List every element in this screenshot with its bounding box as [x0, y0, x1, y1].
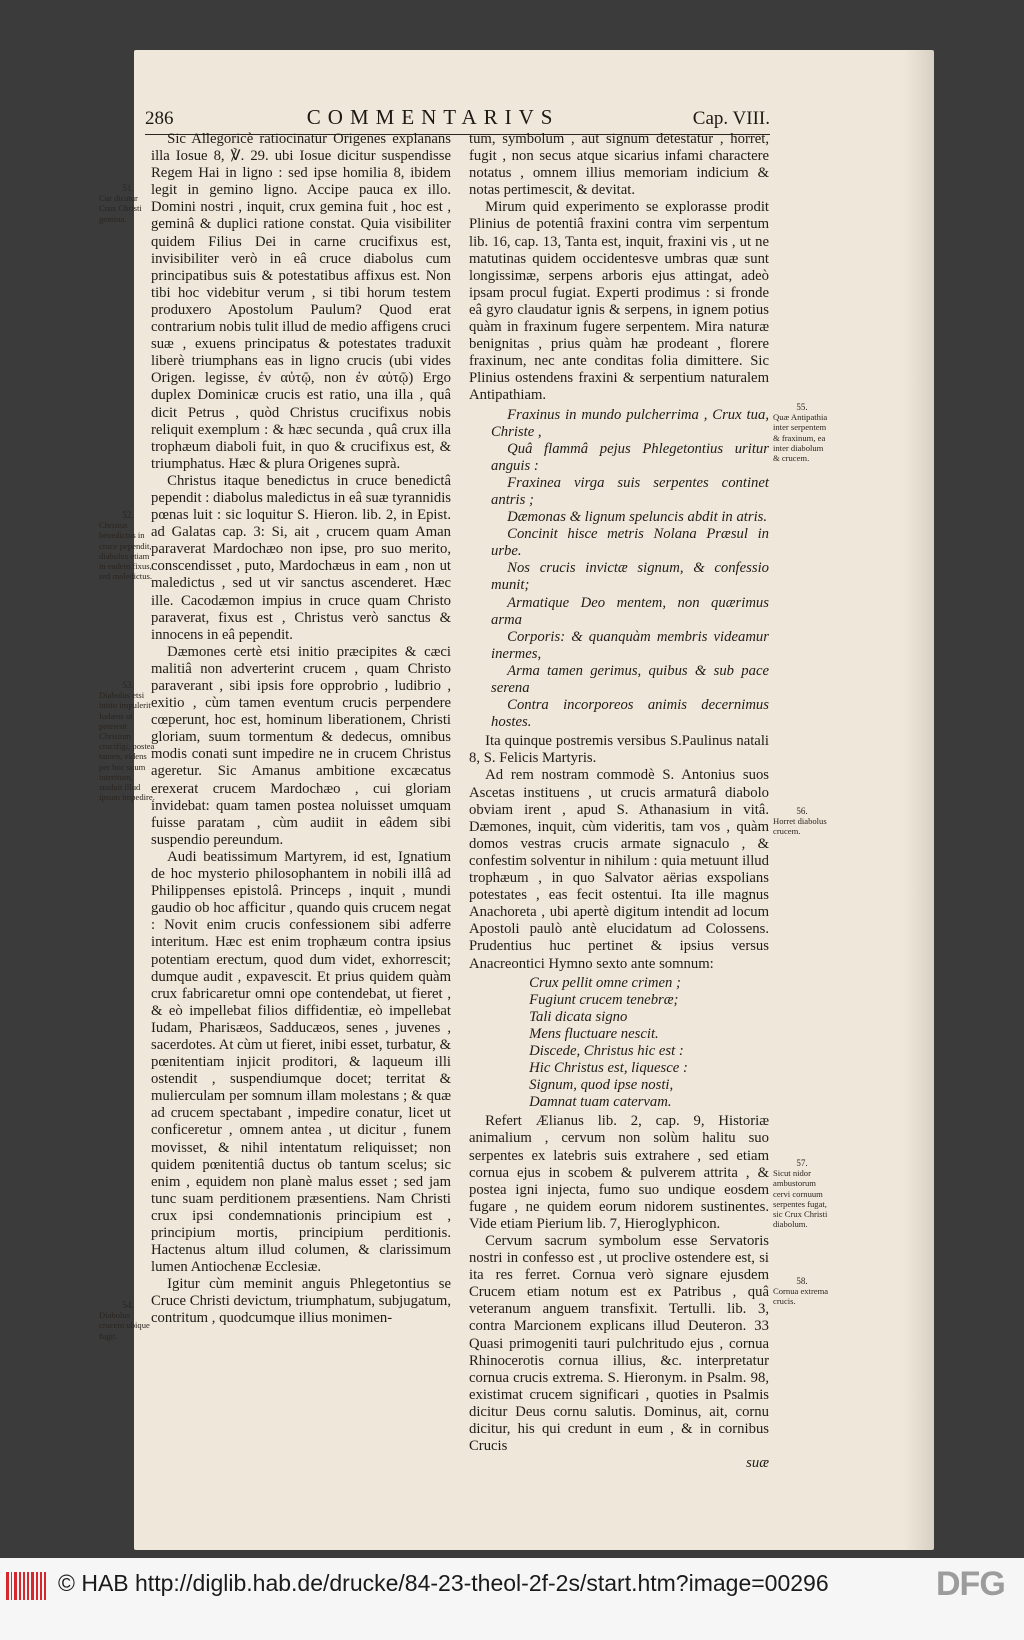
verse-line: Fugiunt crucem tenebræ;: [529, 991, 679, 1008]
verse-line: Hic Christus est, liquesce :: [529, 1060, 688, 1077]
paragraph: Cervum sacrum symbolum esse Servatoris nostri in confesso est , ut proclive ostendere est, si ita res ferret. Cornua verò signare ejusdem Crucem etiam notum est ex Patribus , quâ veteranum anguem transfixit. Tertulli. lib. 3, contra Marcionem explicans illud Deuteron. 33 Quasi primogeniti tauri pulchritudo ejus , cornua Rhinocerotis cornua illius, &c. interpretatur cornua crucis extrema. S. Hieronym. in Psalm. 98, existimat crucem significari , quoties in Psalmis dicitur Deus cornu salutis. Dominus, ait, cornu dicitur, his qui credunt in eum , & in cornibus Crucis: [469, 1233, 769, 1455]
paragraph: Mirum quid experimento se explorasse prodit Plinius de potentiâ fraxini contra vim serpentum lib. 16, cap. 13, Tanta est, inquit, fraxini vis , ut ne matutinas quidem occidentesve umbras quæ sunt longissimæ, serpens arboris ejus attingat, adeò ipsam procul fugiat. Experti prodimus : si fronde eâ gyro claudatur ignis & serpens, in ignem potius quàm in fraxinum fugere serpentem. Mira naturæ benignitas , prius quàm hæ prodeant , florere fraxinum, nec ante conditas folia dimittere. Sic Plinius ostendens fraxini & serpentium naturalem Antipathiam.: [469, 199, 769, 404]
verse-line: Quâ flammâ pejus Phlegetontius uritur anguis :: [491, 440, 769, 474]
margin-note-52: 52. Christus benedictus in cruce pependit, diabolus etiam in eadem fixus, sed maledictus.: [99, 510, 152, 582]
verse-line: Tali dicata signo: [529, 1008, 628, 1025]
verse-line: Crux pellit omne crimen ;: [529, 974, 681, 991]
margin-note-51: 51. Cur dicatur Crux Christi gemina.: [99, 183, 142, 224]
verse-line: Armatique Deo mentem, non quærimus arma: [491, 594, 769, 628]
verse-block-prudentius: [469, 975, 769, 1112]
verse-line: Dæmonas & lignum speluncis abdit in atris.: [507, 509, 768, 526]
margin-note-55: 55. Quæ Antipathia inter serpentem & fraxinum, ea inter diabolum & crucem.: [773, 402, 828, 464]
paragraph: Igitur cùm meminit anguis Phlegetontius se Cruce Christi devictum, triumphatum, subjugatum, contritum , quodcumque illius monimen-: [151, 1276, 451, 1327]
paragraph: Audi beatissimum Martyrem, id est, Ignatium de hoc mysterio philosophantem in nobili illâ ad Philippenses epistolâ. Princeps , inquit , mundi gaudio ob hoc afficitur , quando quis crucem negat : Novit enim crucis confessionem sibi adferre interitum. Hæc est enim trophæum contra ipsius potentiam erectum, quod dum videt, exhorrescit; dumque audit , expavescit. Et prius quidem quàm crux fabricaretur omni ope contendebat, ut fieret , & eò impellebat filios diffidentiæ, eò impellebat Iudam, Pharisæos, Sadducæos, senes , juvenes , sacerdotes. At cùm ut fieret, inibi esset, turbatur, & pœnitentiam injicit proditori, & laqueum illi ostendit , suspendiumque docet; territat & mulierculam per somnum illam molestans ; & quæ ad crucem spectabant , impedire conatur, licet ut conficeretur , omnem antea , ut dicitur , funem movisset, & nihil intentatum reliquisset; non quidem pœnitentiâ ductus ob tantum scelus; sic enim , equidem non planè malus esset ; sed jam tunc suam perditionem præsentiens. Nam Christi crux ipsi condemnationis principium est , principium mortis, principium perditionis. Hactenus altum illud columen, & clarissimum lumen Antiochenæ Ecclesiæ.: [151, 848, 451, 1276]
right-column: [469, 131, 769, 1472]
verse-block-paulinus: [469, 407, 769, 732]
hab-barcode-icon: [6, 1572, 46, 1600]
paragraph: Ita quinque postremis versibus S.Paulinus natali 8, S. Felicis Martyris.: [469, 733, 769, 767]
verse-line: Arma tamen gerimus, quibus & sub pace serena: [491, 662, 769, 696]
margin-note-57: 57. Sicut nidor ambustorum cervi cornuum serpentes fugat, sic Crux Christi diabolum.: [773, 1158, 828, 1230]
verse-line: Concinit hisce metris Nolana Præsul in urbe.: [491, 526, 769, 560]
verse-line: Fraxinea virga suis serpentes continet antris ;: [491, 474, 769, 508]
margin-note-54: 54. Diabolus crucem ubique fugit.: [99, 1300, 150, 1341]
catchword: suæ: [746, 1455, 769, 1472]
verse-line: Corporis: & quanquàm membris videamur inermes,: [491, 628, 769, 662]
margin-note-58: 58. Cornua extrema crucis.: [773, 1276, 829, 1307]
margin-note-53: 53. Diabolus etsi initio impulerit Iudæos ut peterent Christum crucifigi, postea tamen, videns per hoc suum interitum, studuit illud ipsum impedire.: [99, 680, 155, 803]
verse-line: Discede, Christus hic est :: [529, 1042, 684, 1059]
running-header: [145, 105, 770, 133]
verse-line: Fraxinus in mundo pulcherrima , Crux tua, Christe ,: [491, 406, 769, 440]
paragraph: Refert Ælianus lib. 2, cap. 9, Historiæ animalium , cervum non solùm halitu suo serpentes ex latebris suis extrahere , sed etiam cornua ejus in scobem & pulverem attrita , & postea igni injecta, fumo suo undique eosdem fugare , ne quidem eorum nidorem sustinentes. Vide etiam Pierium lib. 7, Hieroglyphicon.: [469, 1113, 769, 1232]
paragraph: tum, symbolum , aut signum detestatur , horret, fugit , non secus atque sicarius infami charactere notatus , omnem illius memoriam indicium & notas pertimescit, & devitat.: [469, 131, 769, 199]
source-credit-link[interactable]: © HAB http://diglib.hab.de/drucke/84-23-theol-2f-2s/start.htm?image=00296: [58, 1570, 829, 1596]
page-number: 286: [145, 108, 174, 129]
paragraph: Christus itaque benedictus in cruce benedictâ pependit : diabolus maledictus in eâ suæ tyrannidis pœnas luit : sic loquitur S. Hieron. lib. 2, in Epist. ad Galatas cap. 3: Si, ait , crucem quam Aman paraverat Mardochæo non ipse, pro suo merito, conscendisset , puto, Mardochæus in eam , non ut maledictus , sed ut vir sanctus ascenderet. Hæc ille. Cacodæmon impius in cruce quam Christo paraverat, fixus est , Christus verò sanctus & innocens in eâ pependit.: [151, 472, 451, 643]
left-column: [151, 131, 451, 1328]
paragraph: Ad rem nostram commodè S. Antonius suos Ascetas instituens , ut crucis armaturâ diabolo obviam irent , apud S. Athanasium in vitâ. Dæmones, inquit, cùm videritis, tam vos , quàm domos vestras crucis armate signaculo , & confestim solventur in nihilum : quia metuunt illud trophæum , in quo Salvator aërias exspolians potestates , eas fecit ostentui. Ita ille magnus Anachoreta , ubi apertè digitum intendit ad locum Apostoli paulò antè elucidatum ad Colossens. Prudentius huc pertinet & ipsius versus Anacreontici Hymno sexto ante somnum:: [469, 767, 769, 972]
dfg-logo: DFG: [936, 1565, 1005, 1603]
verse-line: Nos crucis invictæ signum, & confessio munit;: [491, 560, 769, 594]
verse-line: Mens fluctuare nescit.: [529, 1025, 659, 1042]
viewer-footer: [0, 1558, 1024, 1640]
verse-line: Damnat tuam catervam.: [529, 1094, 672, 1111]
verse-line: Contra incorporeos animis decernimus hostes.: [491, 697, 769, 731]
chapter-label: Cap. VIII.: [692, 108, 770, 129]
verse-line: Signum, quod ipse nosti,: [529, 1077, 674, 1094]
page-shadow: [904, 50, 934, 1550]
paragraph: Dæmones certè etsi initio præcipites & cæci malitiâ non adverterint crucem , quam Christo paraverant , sibi ipsis fore opprobrio , ludibrio , exitio , cùm tamen eventum crucis perpendere cœperunt, hoc est, hominum liberationem, Christi gloriam, suum tormentum & dedecus, omnibus modis conati sunt impedire ne in crucem Christus ageretur. Sic Amanus ambitione excæcatus erexerat crucem Mardochæo , cui gloriam invidebat: quam tamen postea noluisset umquam fuisse paratam , cùm audiit in eâdem sibi suspendio pereundum.: [151, 643, 451, 848]
margin-note-56: 56. Horret diabolus crucem.: [773, 806, 827, 837]
running-title: COMMENTARIVS: [306, 105, 560, 129]
paragraph: Sic Allegoricè ratiocinatur Origenes explanans illa Iosue 8, ℣. 29. ubi Iosue dicitur suspendisse Regem Hai in ligno : sed ipse homilia 8, ibidem legit in gemino ligno. Accipe pauca ex illo. Domini nostri , inquit, crux gemina fuit , hoc est , geminâ & duplici ratione constat. Quia visibiliter quidem Filius Dei in carne crucifixus est, invisibiliter verò in eâ cruce diabolus cum principatibus suis & potestatibus affixus est. Non tibi hoc videbitur verum , si tibi horum testem produxero Apostolum Paulum? Quod erat contrarium nobis tulit illud de medio affigens cruci suæ , exuens principatus & potestates traduxit liberè triumphans eas in ligno crucis (ubi vides Origen. legisse, ἐν αὐτῷ, non ἐν αὐτῷ) Ergo duplex Dominicæ crucis est ratio, una illa , quâ dicit Petrus , quòd Christus crucifixus nobis reliquit exemplum : & hæc secunda , quâ crux illa trophæum diaboli fuit, in quo & crucifixus est, & triumphatus. Hæc & plura Origenes suprà.: [151, 131, 451, 472]
